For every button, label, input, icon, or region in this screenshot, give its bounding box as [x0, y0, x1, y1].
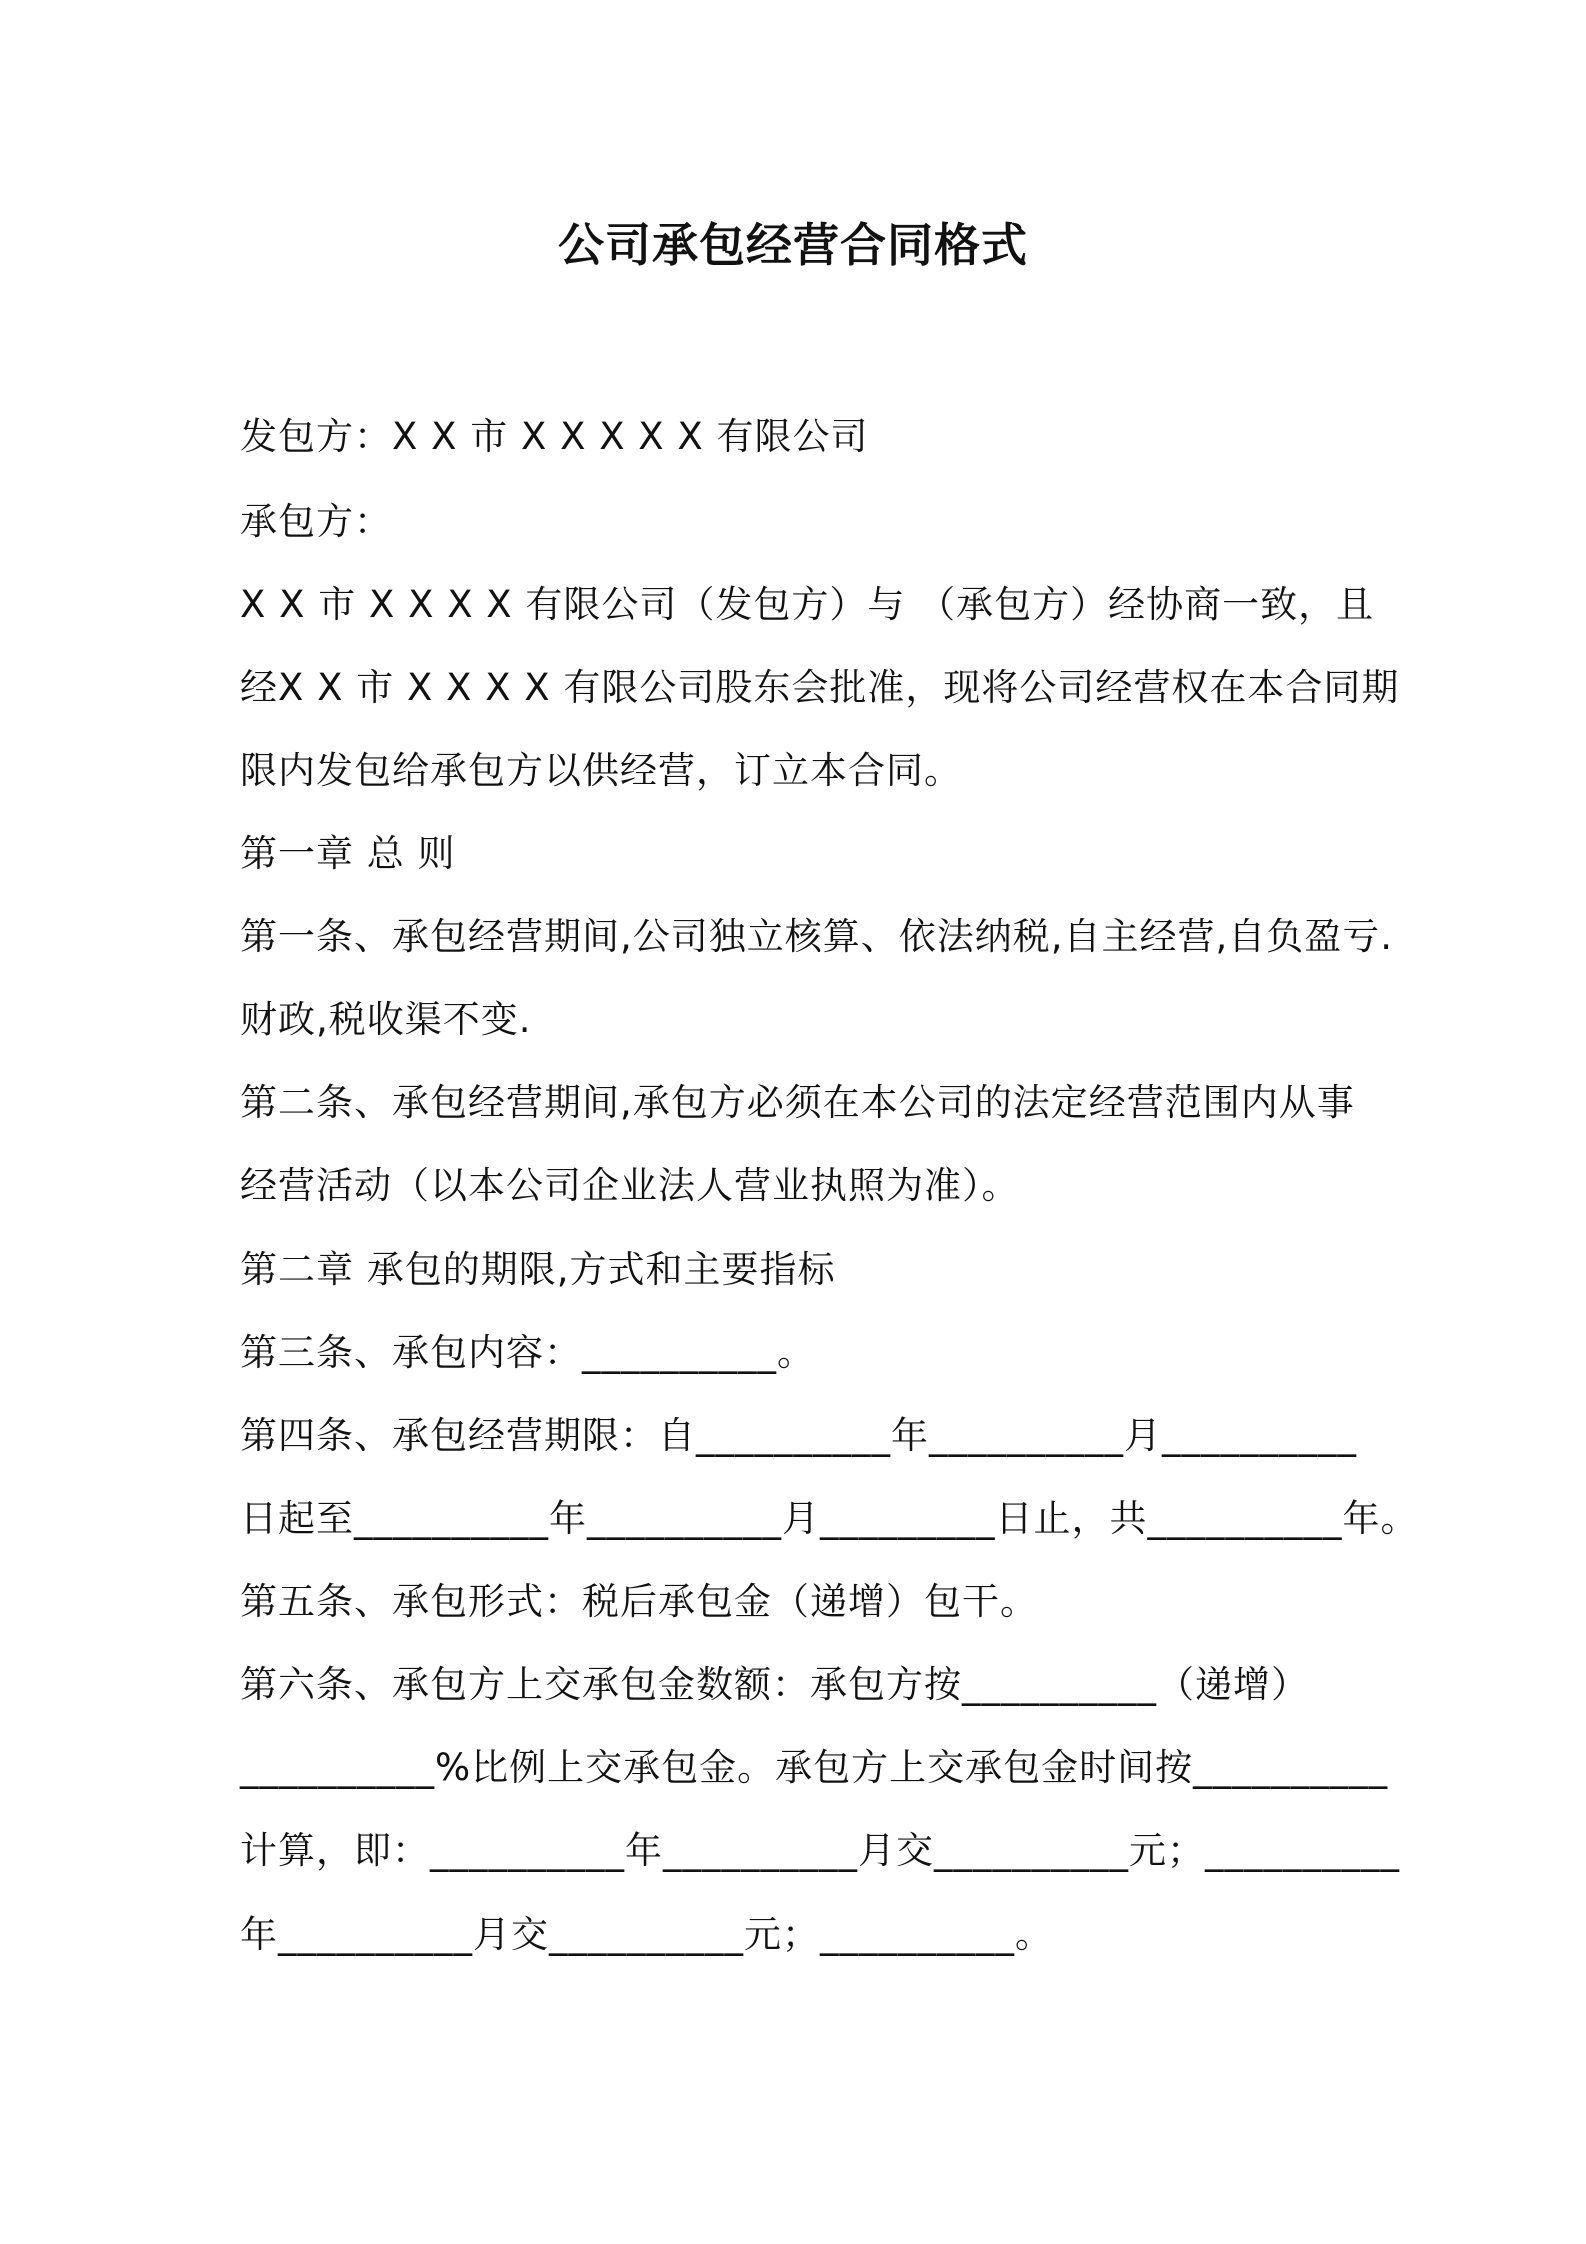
- paragraph-line: 经营活动（以本公司企业法人营业执照为准）。: [240, 1164, 1020, 1207]
- paragraph-line: 发包方：X X 市 X X X X X 有限公司: [240, 415, 869, 458]
- paragraph-line: 计算，即：__________年__________月交__________元；__________: [240, 1829, 1400, 1872]
- paragraph-line: 第二条、承包经营期间,承包方必须在本公司的法定经营范围内从事: [240, 1081, 1355, 1124]
- chapter-heading: 第一章 总 则: [240, 832, 456, 875]
- paragraph-line: 限内发包给承包方以供经营，订立本合同。: [240, 749, 962, 792]
- paragraph-line: 年__________月交__________元；__________。: [240, 1913, 1053, 1956]
- paragraph-line: 第五条、承包形式：税后承包金（递增）包干。: [240, 1580, 1038, 1623]
- paragraph-line: 日起至__________年__________月_________日止，共__________年。: [240, 1497, 1419, 1540]
- paragraph-line: 财政,税收渠不变.: [240, 998, 532, 1041]
- paragraph-line: __________%比例上交承包金。承包方上交承包金时间按__________: [240, 1746, 1389, 1789]
- paragraph-line: 第三条、承包内容：__________。: [240, 1331, 815, 1374]
- chapter-heading: 第二章 承包的期限,方式和主要指标: [240, 1248, 836, 1291]
- paragraph-line: 承包方：: [240, 500, 392, 543]
- paragraph-line: 第四条、承包经营期限：自__________年__________月__________: [240, 1414, 1357, 1457]
- paragraph-line: X X 市 X X X X 有限公司（发包方）与 （承包方）经协商一致，且: [240, 583, 1375, 626]
- paragraph-line: 经X X 市 X X X X 有限公司股东会批准，现将公司经营权在本合同期: [240, 666, 1400, 709]
- paragraph-line: 第六条、承包方上交承包金数额：承包方按__________（递增）: [240, 1663, 1309, 1706]
- paragraph-line: 第一条、承包经营期间,公司独立核算、依法纳税,自主经营,自负盈亏.: [240, 915, 1394, 958]
- document-title: 公司承包经营合同格式: [558, 218, 1028, 272]
